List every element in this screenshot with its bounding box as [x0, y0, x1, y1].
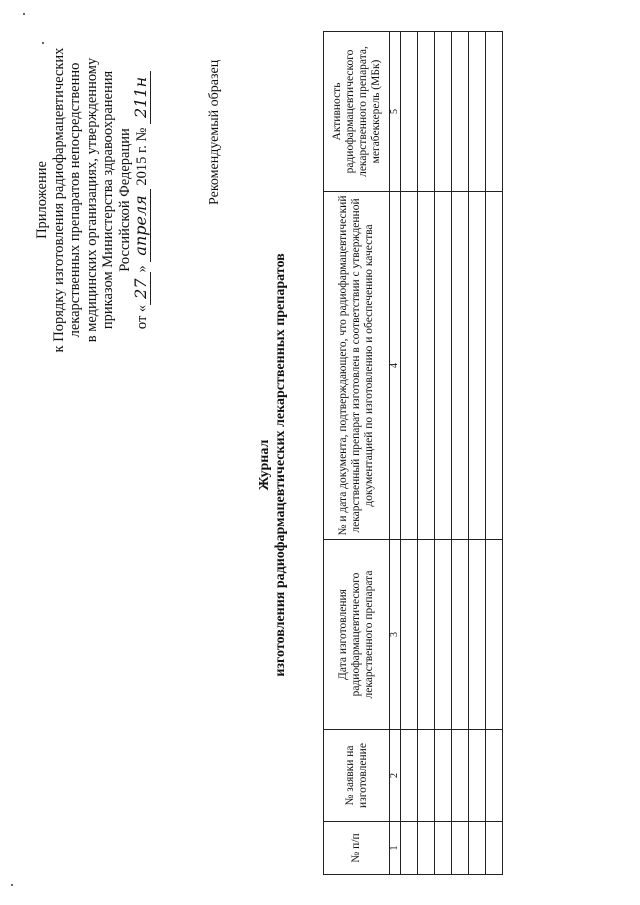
table-cell: [418, 822, 435, 875]
table-cell: [401, 822, 418, 875]
appendix-line-6: Российской Федерации: [116, 128, 133, 272]
table-row: [401, 32, 418, 875]
table-row: [486, 32, 503, 875]
column-number: 3: [390, 540, 401, 730]
column-number: 5: [390, 32, 401, 192]
column-header-date: Дата изготовления радиофармацевтического лекарственного препарата: [324, 540, 390, 730]
table-cell: [469, 192, 486, 540]
appendix-line-1: Приложение: [34, 161, 50, 239]
table-cell: [469, 32, 486, 192]
column-number: 4: [390, 192, 401, 540]
journal-title-line-2: изготовления радиофармацевтических лекарственных препаратов: [273, 253, 288, 677]
scan-speck: [11, 884, 13, 886]
table-cell: [486, 730, 503, 822]
journal-title: [257, 205, 289, 725]
column-header-document: № и дата документа, подтверждающего, что радиофармацевтический лекарственный препарат изготовлен в соответствии с утвержденной документацией по изготовлению и обеспечению качества: [324, 192, 390, 540]
column-number: 2: [390, 730, 401, 822]
table-cell: [418, 730, 435, 822]
scan-speck: [23, 13, 25, 15]
column-number-row: [390, 32, 401, 875]
date-day-handwritten: 27: [131, 272, 151, 304]
appendix-line-4: в медицинских организациях, утвержденному: [83, 57, 100, 343]
table-cell: [401, 32, 418, 192]
table-cell: [486, 822, 503, 875]
date-sep: »: [134, 265, 150, 273]
journal-table: [323, 31, 503, 875]
table-cell: [452, 192, 469, 540]
table-row: [418, 32, 435, 875]
table-cell: [486, 540, 503, 730]
date-prefix: от «: [134, 304, 150, 330]
table-cell: [435, 540, 452, 730]
recommended-sample-label: Рекомендуемый образец: [207, 59, 222, 205]
table-cell: [486, 192, 503, 540]
table-cell: [469, 730, 486, 822]
date-year: 2015 г. №: [134, 127, 150, 186]
table-cell: [435, 192, 452, 540]
table-cell: [418, 192, 435, 540]
table-cell: [401, 192, 418, 540]
column-header-number: № п/п: [324, 822, 390, 875]
table-cell: [452, 32, 469, 192]
table-cell: [435, 730, 452, 822]
table-cell: [469, 540, 486, 730]
table-cell: [435, 822, 452, 875]
order-date-line: [133, 30, 151, 370]
column-header-activity: Активность радиофармацевтического лекарственного препарата, мегабеккерель (МБк): [324, 32, 390, 192]
table-row: [469, 32, 486, 875]
table-cell: [401, 730, 418, 822]
appendix-line-2: к Порядку изготовления радиофармацевтических: [50, 47, 67, 353]
appendix-line-5: приказом Министерства здравоохранения: [100, 70, 116, 330]
table-cell: [469, 822, 486, 875]
table-cell: [452, 540, 469, 730]
table-cell: [452, 822, 469, 875]
appendix-line-3: лекарственных препаратов непосредственно: [67, 62, 83, 338]
table-cell: [435, 32, 452, 192]
scan-speck: [42, 42, 44, 44]
table-cell: [452, 730, 469, 822]
table-cell: [418, 540, 435, 730]
table-cell: [401, 540, 418, 730]
appendix-header: [34, 30, 151, 370]
table-row: [435, 32, 452, 875]
order-number-handwritten: 211н: [131, 71, 151, 124]
table-cell: [418, 32, 435, 192]
date-month-handwritten: апреля: [131, 189, 151, 261]
column-header-request: № заявки на изготовление: [324, 730, 390, 822]
journal-title-line-1: Журнал: [257, 439, 272, 491]
table-header-row: [324, 32, 390, 875]
table-row: [452, 32, 469, 875]
column-number: 1: [390, 822, 401, 875]
table-cell: [486, 32, 503, 192]
